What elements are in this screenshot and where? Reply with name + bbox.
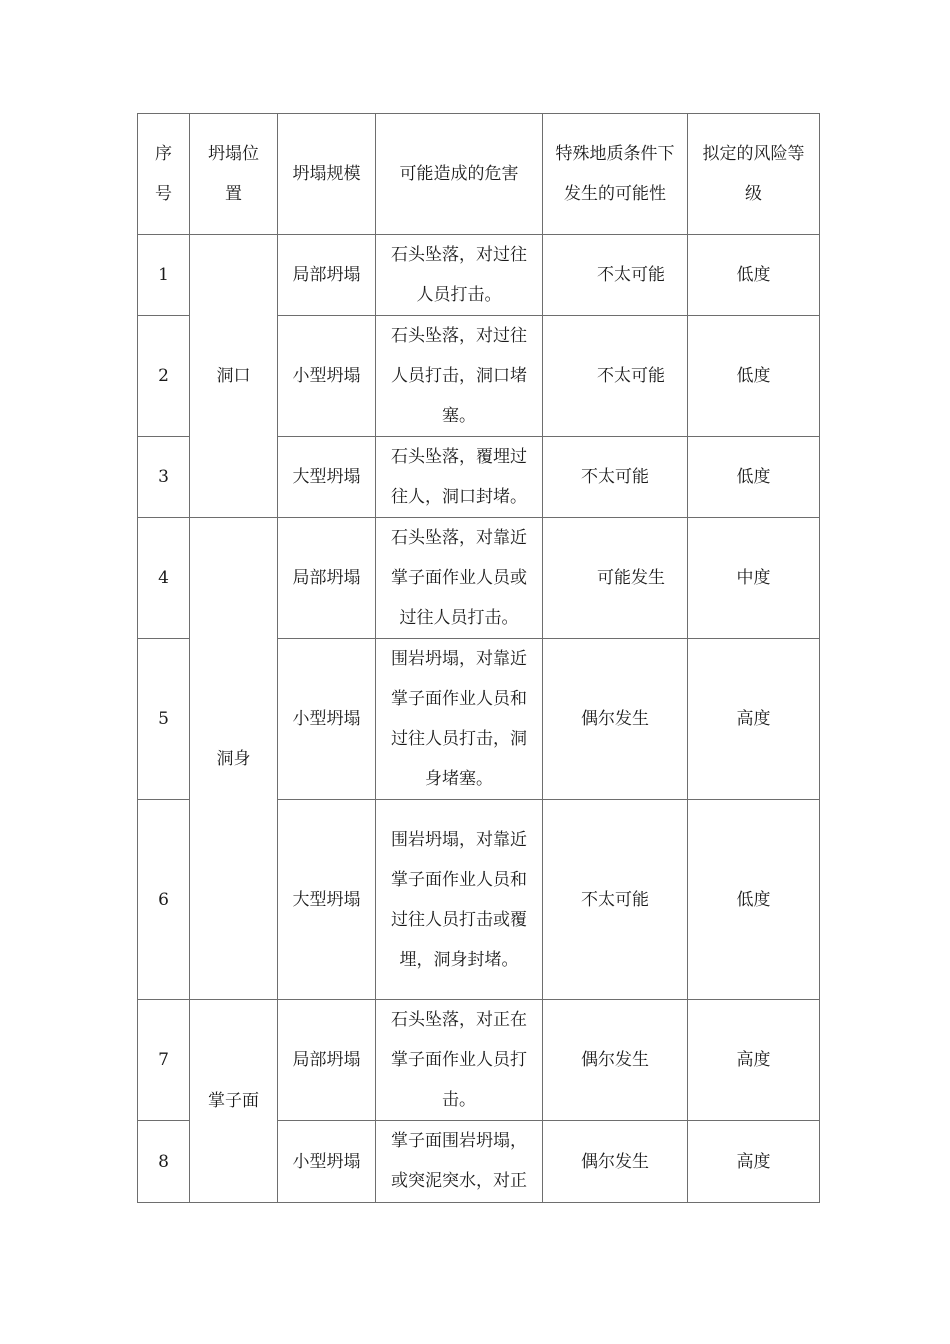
row-scale: 大型坍塌 [278,800,376,1000]
row-seq: 3 [138,437,190,518]
row-probability-text: 不太可能 [597,366,665,386]
row-scale: 小型坍塌 [278,639,376,800]
row-risk: 低度 [688,235,820,316]
location-body: 洞身 [190,518,278,1000]
header-probability: 特殊地质条件下发生的可能性 [543,114,688,235]
header-location: 坍塌位置 [190,114,278,235]
risk-assessment-table [137,113,820,1203]
row-scale: 局部坍塌 [278,1000,376,1121]
row-seq: 7 [138,1000,190,1121]
location-face: 掌子面 [190,1000,278,1203]
row-seq: 5 [138,639,190,800]
row-hazard: 围岩坍塌，对靠近掌子面作业人员和过往人员打击，洞身堵塞。 [376,639,543,800]
row-probability-text: 不太可能 [597,265,665,285]
row-hazard [376,1121,543,1203]
row-risk: 高度 [688,639,820,800]
row-probability: 不太可能 [543,800,688,1000]
row-scale: 大型坍塌 [278,437,376,518]
row-risk: 高度 [688,1000,820,1121]
row-probability: 偶尔发生 [543,1121,688,1203]
row-probability [543,518,688,639]
header-seq: 序号 [138,114,190,235]
row-seq: 8 [138,1121,190,1203]
row-scale: 小型坍塌 [278,1121,376,1203]
header-risk: 拟定的风险等级 [688,114,820,235]
row-probability: 偶尔发生 [543,1000,688,1121]
row-hazard: 石头坠落，对靠近掌子面作业人员或过往人员打击。 [376,518,543,639]
row-probability: 不太可能 [543,437,688,518]
header-scale: 坍塌规模 [278,114,376,235]
location-portal: 洞口 [190,235,278,518]
row-scale: 局部坍塌 [278,518,376,639]
row-probability [543,235,688,316]
row-risk: 低度 [688,800,820,1000]
table-row [138,235,820,316]
row-probability [543,316,688,437]
row-seq: 1 [138,235,190,316]
row-hazard: 石头坠落，对过往人员打击，洞口堵塞。 [376,316,543,437]
row-risk: 低度 [688,437,820,518]
row-seq: 4 [138,518,190,639]
row-probability-text: 可能发生 [597,568,665,588]
row-risk: 中度 [688,518,820,639]
row-risk: 高度 [688,1121,820,1203]
table-row [138,518,820,639]
row-hazard: 石头坠落，覆埋过往人，洞口封堵。 [376,437,543,518]
row-probability: 偶尔发生 [543,639,688,800]
row-hazard: 石头坠落，对正在掌子面作业人员打击。 [376,1000,543,1121]
row-risk: 低度 [688,316,820,437]
header-row [138,114,820,235]
row-hazard-text: 掌子面围岩坍塌，或突泥突水，对正 [391,1131,527,1191]
row-seq: 2 [138,316,190,437]
row-seq: 6 [138,800,190,1000]
header-hazard: 可能造成的危害 [376,114,543,235]
row-scale: 小型坍塌 [278,316,376,437]
row-scale: 局部坍塌 [278,235,376,316]
row-hazard: 围岩坍塌，对靠近掌子面作业人员和过往人员打击或覆埋，洞身封堵。 [376,800,543,1000]
table-row [138,1000,820,1121]
row-hazard: 石头坠落，对过往人员打击。 [376,235,543,316]
